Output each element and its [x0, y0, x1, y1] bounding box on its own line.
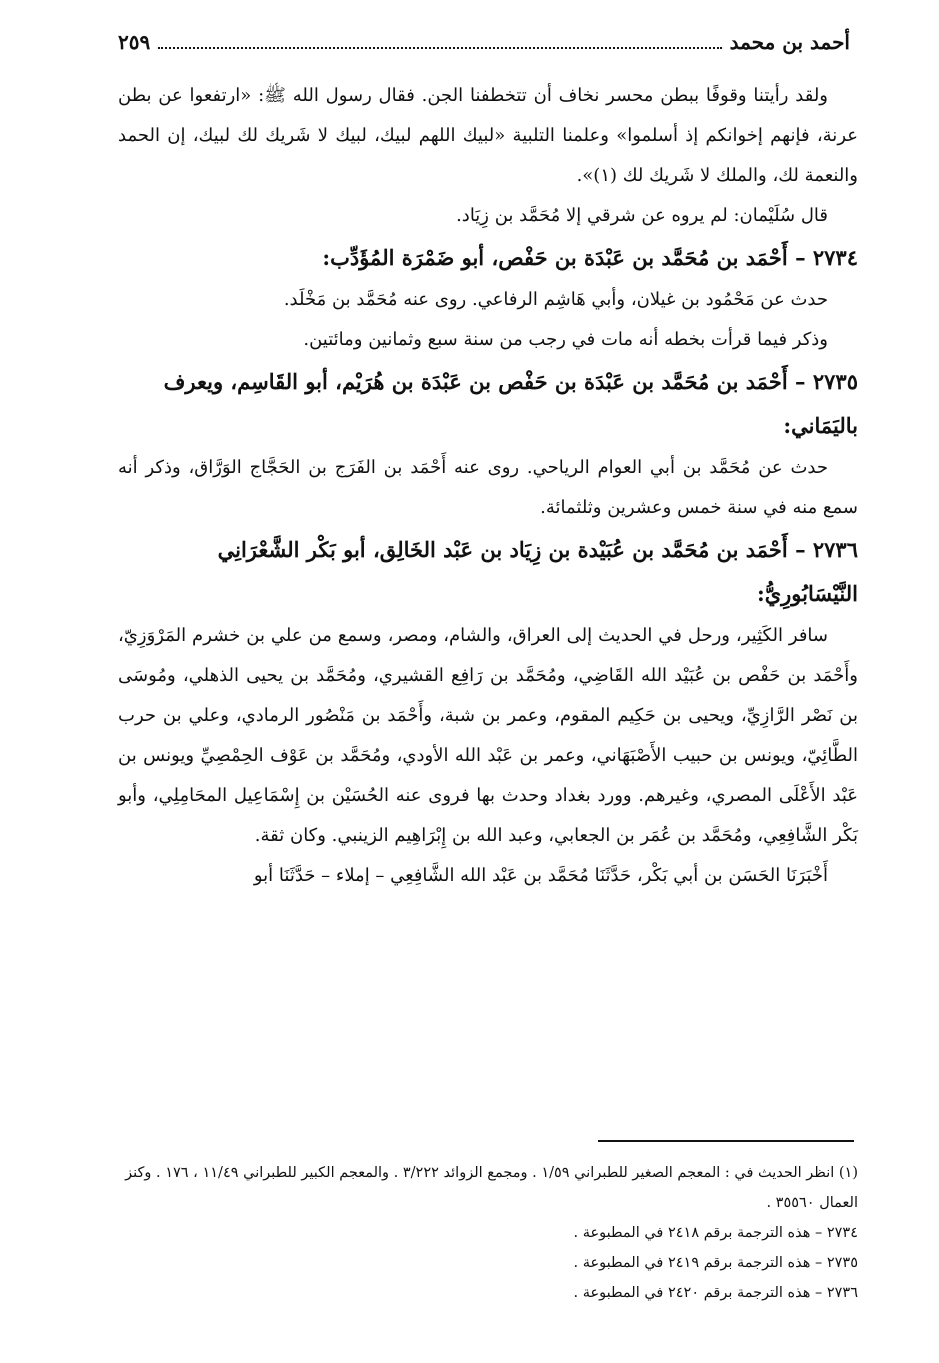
page-header — [118, 30, 850, 54]
entry-heading-2734: ٢٧٣٤ – أَحْمَد بن مُحَمَّد بن عَبْدَة بن حَفْص، أبو ضَمْرَة المُؤَدِّب: — [322, 245, 858, 270]
paragraph-2736-biography: سافر الكَثِير، ورحل في الحديث إلى العراق، والشام، ومصر، وسمع من علي بن خشرم المَرْوَزِيّ، وأَحْمَد بن حَفْص بن عُبَيْد الله القَاضِي، ومُحَمَّد بن رَافِع القشيري، ومُحَمَّد بن يحيى الذهلي، ومُوسَى بن نَصْر الرَّازِيِّ، ويحيى بن حَكِيم المقوم، وعمر بن شبة، وأَحْمَد بن مَنْصُور الرمادي، وعلي بن حرب الطَّائِيّ، ويونس بن حبيب الأَصْبَهَاني، وعمر بن عَبْد الله الأودي، ومُحَمَّد بن عَوْف الحِمْصِيِّ ويونس بن عَبْد الأَعْلَى المصري، وغيرهم. وورد بغداد وحدث بها فروى عنه الحُسَيْن بن إِسْمَاعِيل المحَامِلِي، وأبو بَكْر الشَّافِعِي، ومُحَمَّد بن عُمَر بن الجعابي، وعبد الله بن إِبْرَاهِيم الزينبي. وكان ثقة. — [118, 625, 858, 846]
footnote-2734: ٢٧٣٤ – هذه الترجمة برقم ٢٤١٨ في المطبوعة . — [573, 1225, 858, 1241]
page-body — [118, 76, 858, 896]
paragraph-2736-isnad: أَخْبَرَنَا الحَسَن بن أبي بَكْر، حَدَّثَنَا مُحَمَّد بن عَبْد الله الشَّافِعِي – إملاء – حَدَّثَنَا أبو — [253, 865, 828, 886]
paragraph-sulayman-note: قال سُلَيْمان: لم يروه عن شرقي إلا مُحَمَّد بن زِيَاد. — [456, 205, 828, 226]
paragraph-hadith: ولقد رأيتنا وقوفًا ببطن محسر نخاف أن تتخطفنا الجن. فقال رسول الله ﷺ: «ارتفعوا عن بطن عرنة، فإنهم إخوانكم إذ أسلموا» وعلمنا التلبية «لبيك اللهم لبيك، لبيك لا شَريك لك لبيك، إن الحمد والنعمة لك، والملك لا شَريك لك (١)». — [118, 85, 858, 186]
paragraph-2734-death: وذكر فيما قرأت بخطه أنه مات في رجب من سنة سبع وثمانين ومائتين. — [303, 329, 828, 350]
footnote-2736: ٢٧٣٦ – هذه الترجمة برقم ٢٤٢٠ في المطبوعة . — [573, 1285, 858, 1301]
footnote-2735: ٢٧٣٥ – هذه الترجمة برقم ٢٤١٩ في المطبوعة . — [573, 1255, 858, 1271]
running-title: أحمد بن محمد — [729, 30, 850, 54]
entry-heading-2735: ٢٧٣٥ – أَحْمَد بن مُحَمَّد بن عَبْدَة بن حَفْص بن عَبْدَة بن هُرَيْم، أبو القَاسِم، ويعرف باليَمَاني: — [163, 369, 858, 438]
page-number: ٢٥٩ — [118, 30, 151, 54]
header-dot-leader — [158, 33, 721, 49]
footnote-1: (١) انظر الحديث في : المعجم الصغير للطبراني ١/٥٩ . ومجمع الزوائد ٣/٢٢٢ . والمعجم الكبير للطبراني ١١/٤٩ ، ١٧٦ . وكنز العمال ٣٥٥٦٠ . — [125, 1165, 858, 1211]
footnotes — [118, 1158, 858, 1308]
paragraph-2735-narration: حدث عن مُحَمَّد بن أبي العوام الرياحي. روى عنه أَحْمَد بن الفَرَج بن الحَجَّاج الوَرَّاق، وذكر أنه سمع منه في سنة خمس وعشرين وثلثمائة. — [118, 457, 858, 518]
entry-heading-2736: ٢٧٣٦ – أَحْمَد بن مُحَمَّد بن عُبَيْدة بن زِيَاد بن عَبْد الخَالِق، أبو بَكْر الشَّعْرَانِي النَّيْسَابُورِيُّ: — [217, 537, 858, 606]
footnote-separator — [598, 1140, 854, 1142]
paragraph-2734-narration: حدث عن مَحْمُود بن غيلان، وأبي هَاشِم الرفاعي. روى عنه مُحَمَّد بن مَخْلَد. — [283, 289, 828, 310]
